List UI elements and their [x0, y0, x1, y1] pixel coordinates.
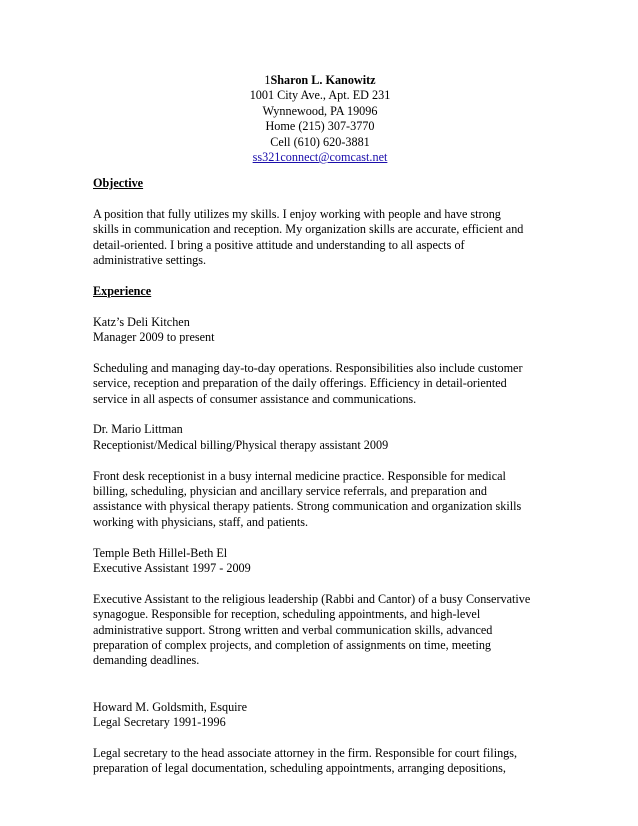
job-employer: Temple Beth Hillel-Beth El — [93, 545, 228, 560]
cell-phone: Cell (610) 620-3881 — [270, 134, 370, 149]
job-description-line: Executive Assistant to the religious leadership (Rabbi and Cantor) of a busy Conservative — [93, 591, 531, 606]
experience-heading: Experience — [93, 283, 152, 298]
job-description-line: preparation of legal documentation, scheduling appointments, arranging depositions, — [93, 761, 506, 776]
job-description-line: billing, scheduling, physician and ancillary service referrals, and preparation and — [93, 484, 487, 499]
job-title: Manager 2009 to present — [93, 330, 215, 345]
objective-line: administrative settings. — [93, 253, 207, 268]
job-employer: Dr. Mario Littman — [93, 422, 183, 437]
job-title: Executive Assistant 1997 - 2009 — [93, 561, 251, 576]
job-title: Receptionist/Medical billing/Physical therapy assistant 2009 — [93, 437, 389, 452]
address-line-2: Wynnewood, PA 19096 — [262, 103, 378, 118]
objective-heading: Objective — [93, 176, 144, 190]
job-employer: Katz’s Deli Kitchen — [93, 314, 190, 329]
job-description-line: Scheduling and managing day-to-day operations. Responsibilities also include customer — [93, 360, 523, 375]
job-description-line: synagogue. Responsible for reception, scheduling appointments, and high-level — [93, 607, 481, 622]
candidate-name: Sharon L. Kanowitz — [270, 73, 376, 87]
job-description-line: preparation of complex projects, and completion of assignments on time, meeting — [93, 638, 492, 653]
job-description-line: Legal secretary to the head associate attorney in the firm. Responsible for court filings, — [93, 745, 518, 760]
resume-body — [93, 176, 553, 777]
job-description-line: assistance with physical therapy patients. Strong communication and organization skills — [93, 499, 522, 514]
job-description-line: Front desk receptionist in a busy internal medicine practice. Responsible for medical — [93, 468, 506, 483]
job-entry-katz — [93, 315, 553, 407]
job-entry-littman — [93, 422, 553, 530]
job-description-line: administrative support. Strong written and verbal communication skills, advanced — [93, 622, 493, 637]
home-phone: Home (215) 307-3770 — [265, 119, 375, 134]
job-employer: Howard M. Goldsmith, Esquire — [93, 699, 248, 714]
contact-header — [210, 73, 430, 165]
job-description-line: service, reception and preparation of the daily offerings. Efficiency in detail-oriented — [93, 376, 507, 391]
objective-line: A position that fully utilizes my skills. I enjoy working with people and have strong — [93, 206, 501, 221]
email-link[interactable]: ss321connect@comcast.net — [252, 150, 388, 165]
job-entry-temple — [93, 546, 553, 669]
address-line-1: 1001 City Ave., Apt. ED 231 — [249, 88, 391, 103]
job-entry-goldsmith — [93, 700, 553, 777]
job-description-line: demanding deadlines. — [93, 653, 200, 668]
name-prefix: 1 — [264, 73, 271, 87]
objective-line: skills in communication and reception. My organization skills are accurate, efficient and — [93, 222, 524, 237]
job-title: Legal Secretary 1991-1996 — [93, 715, 226, 730]
name-line — [210, 73, 430, 88]
objective-line: detail-oriented. I bring a positive attitude and understanding to all aspects of — [93, 237, 465, 252]
objective-paragraph — [93, 207, 553, 269]
job-description-line: working with physicians, staff, and patients. — [93, 514, 309, 529]
job-description-line: service in all aspects of consumer assistance and communications. — [93, 391, 417, 406]
